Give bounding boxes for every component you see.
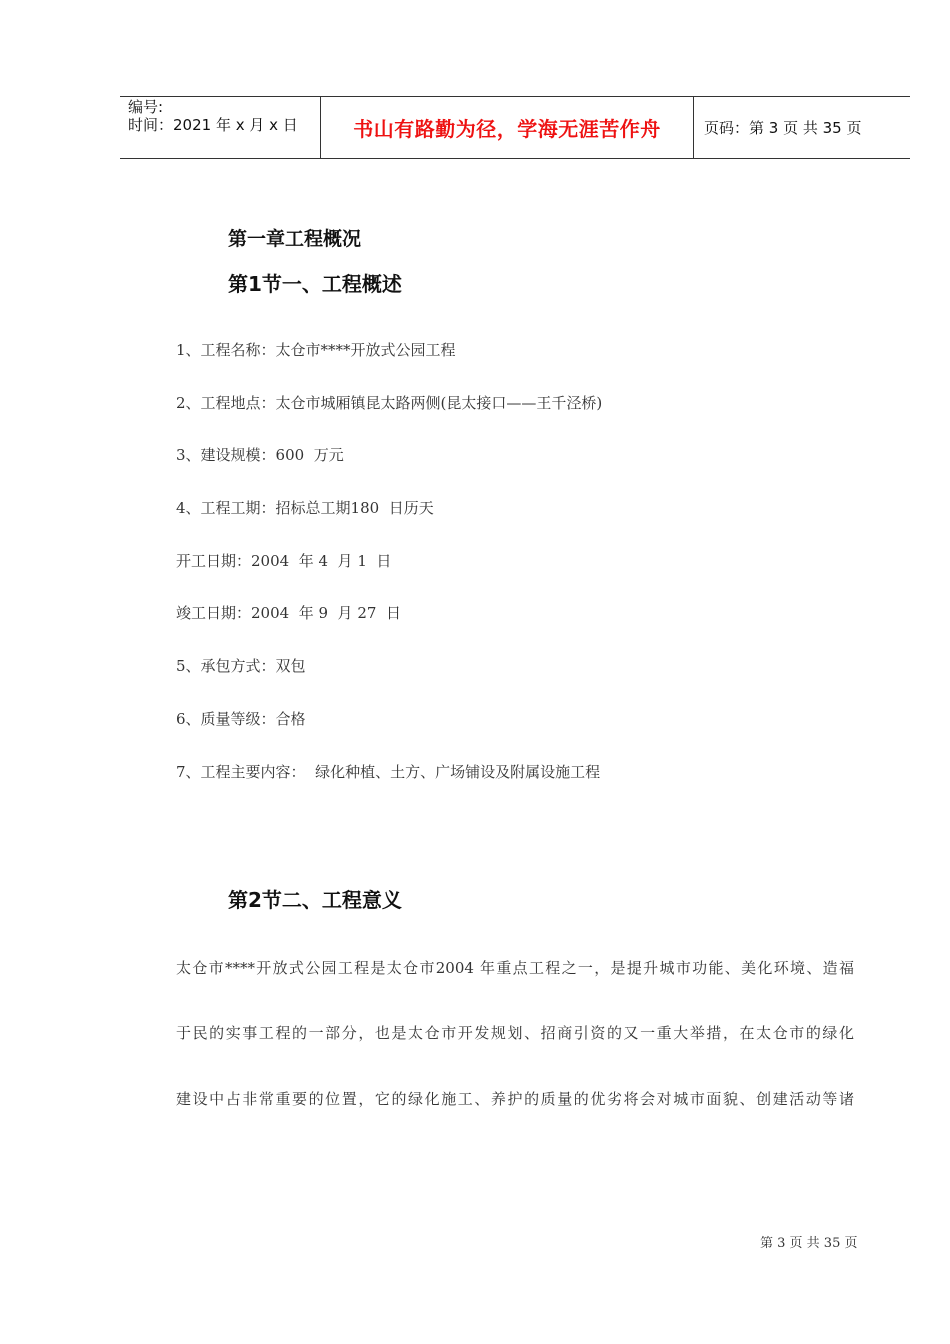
paragraph-line: 建设中占非常重要的位置，它的绿化施工、养护的质量的优劣将会对城市面貌、创建活动等诸 bbox=[176, 1090, 854, 1108]
page-footer: 第 3 页 共 35 页 bbox=[760, 1236, 858, 1251]
list-item: 开工日期：2004 年 4 月 1 日 bbox=[176, 552, 392, 570]
document-header bbox=[120, 96, 910, 159]
list-item: 1、工程名称：太仓市****开放式公园工程 bbox=[176, 341, 456, 359]
paragraph-line: 于民的实事工程的一部分，也是太仓市开发规划、招商引资的又一重大举措，在太仓市的绿化 bbox=[176, 1024, 854, 1042]
list-item: 5、承包方式：双包 bbox=[176, 657, 306, 675]
section-title: 第1节一、工程概述 bbox=[228, 272, 402, 296]
list-item: 2、工程地点：太仓市城厢镇昆太路两侧(昆太接口——王千泾桥) bbox=[176, 394, 603, 412]
list-item: 7、工程主要内容： 绿化种植、土方、广场铺设及附属设施工程 bbox=[176, 763, 601, 781]
header-page-cell bbox=[694, 97, 910, 158]
header-motto-cell bbox=[321, 97, 694, 158]
list-item: 6、质量等级：合格 bbox=[176, 710, 306, 728]
header-page-info: 页码：第 3 页 共 35 页 bbox=[704, 119, 862, 137]
paragraph-line: 太仓市****开放式公园工程是太仓市2004 年重点工程之一，是提升城市功能、美化环境、造福 bbox=[176, 959, 854, 977]
section-title: 第2节二、工程意义 bbox=[228, 888, 402, 912]
list-item: 4、工程工期：招标总工期180 日历天 bbox=[176, 499, 434, 517]
list-item: 竣工日期：2004 年 9 月 27 日 bbox=[176, 604, 401, 622]
chapter-title: 第一章工程概况 bbox=[228, 228, 362, 250]
list-item: 3、建设规模：600 万元 bbox=[176, 446, 344, 464]
document-time-label: 时间：2021 年 x 月 x 日 bbox=[128, 116, 298, 134]
header-meta-cell bbox=[120, 97, 321, 158]
header-motto: 书山有路勤为径，学海无涯苦作舟 bbox=[353, 117, 661, 141]
document-number-label: 编号: bbox=[128, 98, 164, 116]
